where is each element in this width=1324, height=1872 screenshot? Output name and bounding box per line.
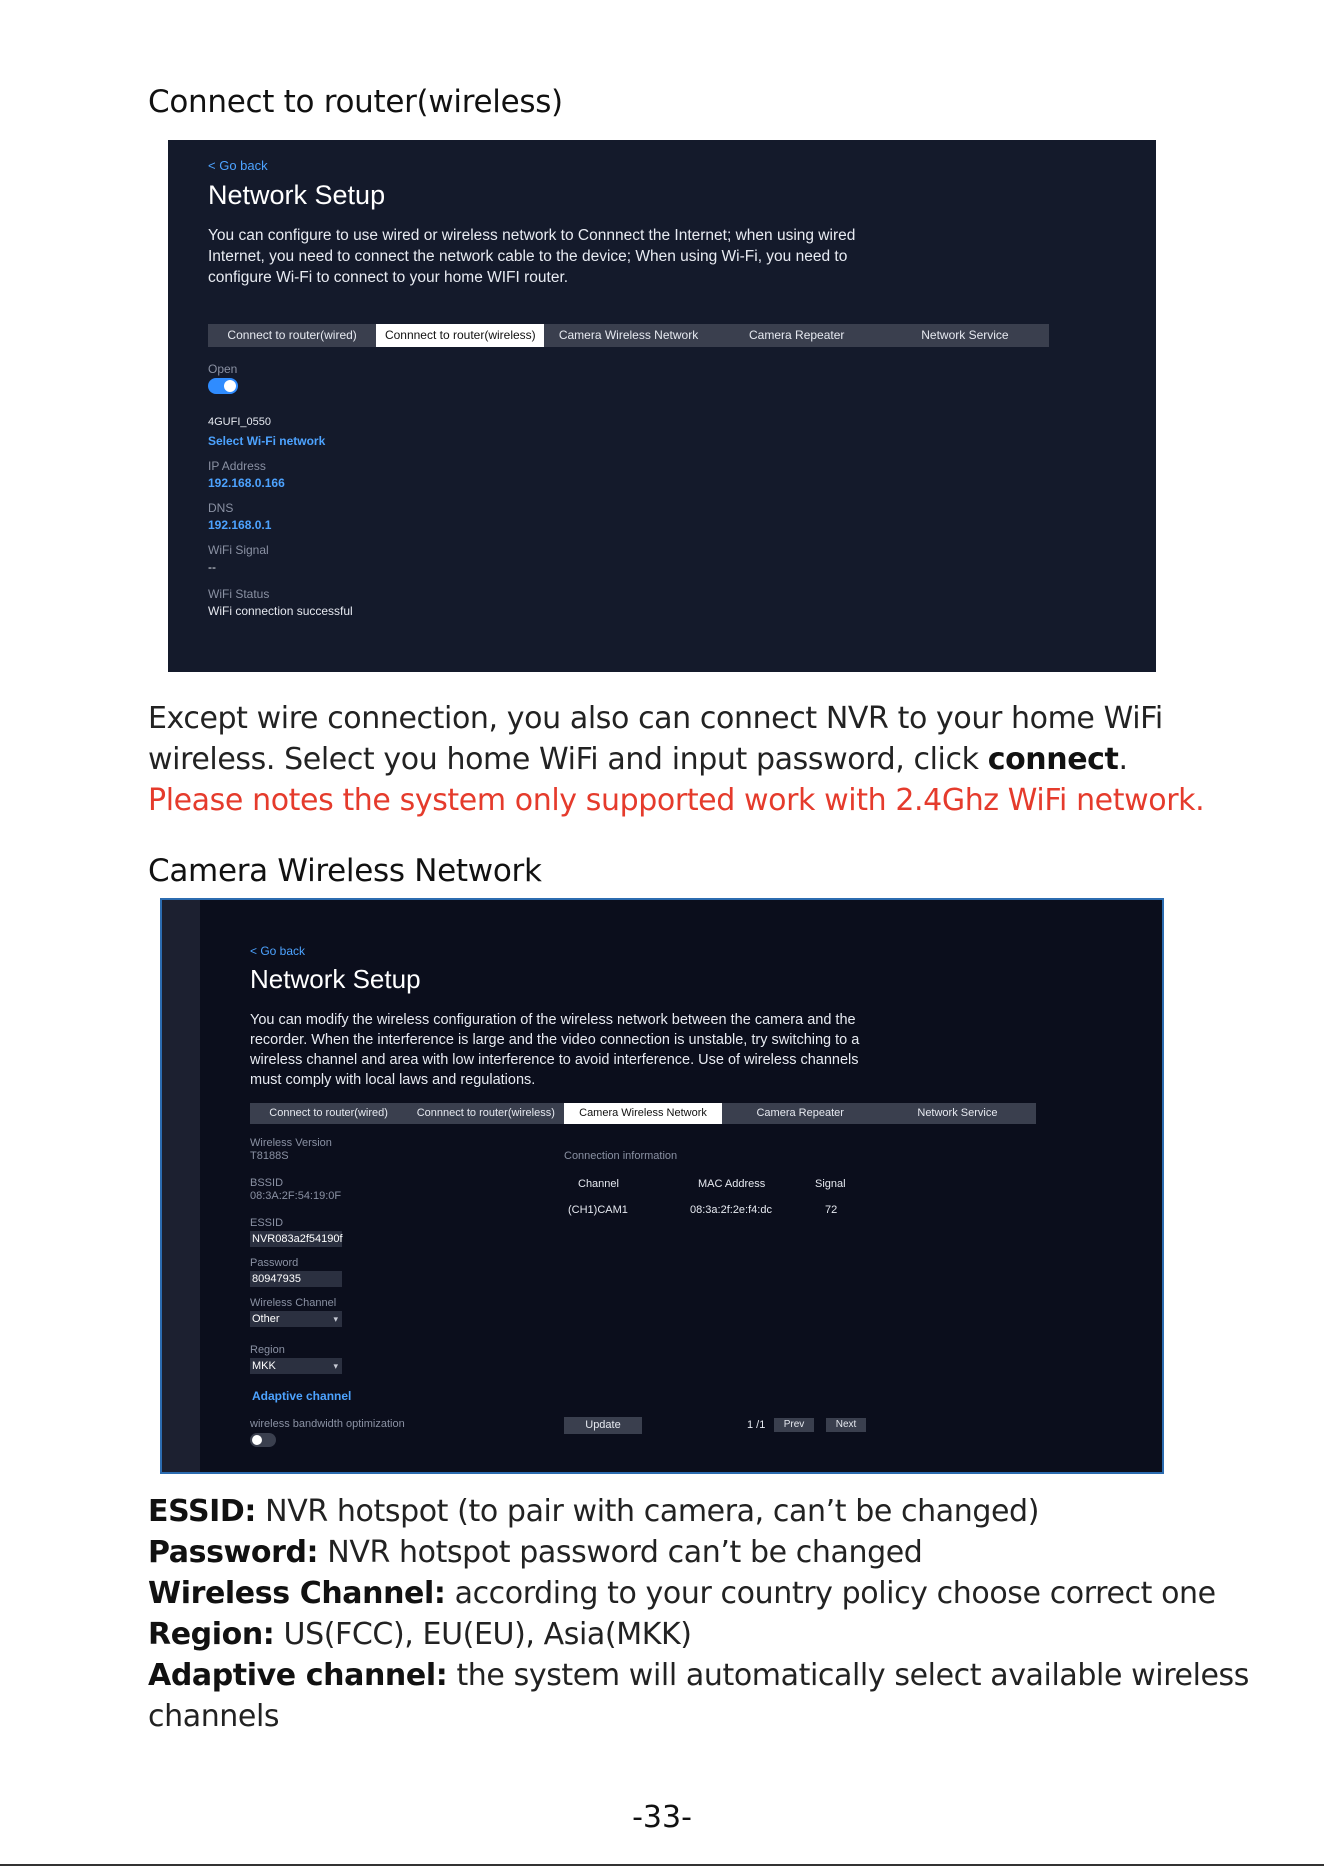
- def-region: [148, 1614, 1249, 1655]
- wifi-warning: Please notes the system only supported work with 2.4Ghz WiFi network.: [148, 783, 1205, 818]
- connection-info-label: Connection information: [564, 1150, 678, 1162]
- next-button[interactable]: Next: [826, 1418, 866, 1432]
- def-term: Wireless Channel:: [148, 1576, 446, 1611]
- def-desc: US(FCC), EU(EU), Asia(MKK): [274, 1617, 692, 1652]
- ip-label: IP Address: [208, 459, 266, 473]
- password-label: Password: [250, 1257, 299, 1269]
- row-1-mac: 08:3a:2f:2e:f4:dc: [690, 1204, 772, 1216]
- signal-label: WiFi Signal: [208, 543, 269, 557]
- camera-wireless-network-screenshot: [160, 898, 1164, 1474]
- def-adaptive-channel: [148, 1655, 1249, 1696]
- screen-title-2: Network Setup: [250, 964, 421, 994]
- def-term: Region:: [148, 1617, 275, 1652]
- bssid-value: 08:3A:2F:54:19:0F: [250, 1190, 342, 1202]
- tab-bar: [208, 324, 1049, 347]
- def-desc: NVR hotspot (to pair with camera, can’t be changed): [256, 1494, 1040, 1529]
- screen-description-2: You can modify the wireless configuration of the wireless network between the camera and the recorder. When the interference is large and the video connection is unstable, try switching to a wireless channel and area with low interference to avoid interference. Use of wireless channels must comply with local laws and regulations.: [250, 1012, 860, 1088]
- bandwidth-label: wireless bandwidth optimization: [250, 1418, 405, 1430]
- open-toggle[interactable]: [208, 378, 238, 394]
- dns-value: 192.168.0.1: [208, 518, 272, 532]
- col-signal: Signal: [815, 1178, 846, 1190]
- bssid-label: BSSID: [250, 1177, 284, 1189]
- go-back-link[interactable]: < Go back: [208, 158, 268, 173]
- status-value: WiFi connection successful: [208, 604, 353, 618]
- para-line-2-end: .: [1118, 742, 1128, 777]
- status-label: WiFi Status: [208, 587, 270, 601]
- section-heading-wireless: Connect to router(wireless): [148, 84, 563, 120]
- channel-label: Wireless Channel: [250, 1297, 337, 1309]
- tab-network-service[interactable]: Network Service: [921, 328, 1009, 342]
- para-line-2-text: wireless. Select you home WiFi and input password, click: [148, 742, 988, 777]
- tab-wired[interactable]: Connect to router(wired): [227, 328, 357, 342]
- network-setup-wireless-screenshot: [168, 140, 1156, 672]
- para-line-1: Except wire connection, you also can connect NVR to your home WiFi: [148, 701, 1163, 736]
- tab-camera-repeater-2[interactable]: Camera Repeater: [756, 1107, 844, 1119]
- wireless-explanation: [148, 698, 1204, 821]
- tab-wireless[interactable]: Connnect to router(wireless): [376, 324, 544, 347]
- go-back-link-2[interactable]: < Go back: [250, 944, 306, 958]
- tab-wired-2[interactable]: Connect to router(wired): [269, 1107, 388, 1119]
- signal-value: --: [208, 560, 216, 574]
- prev-button[interactable]: Prev: [774, 1418, 814, 1432]
- screen-description: You can configure to use wired or wireless network to Connnect the Internet; when using wired Internet, you need to connect the network cable to the device; When using Wi-Fi, you need to configure Wi-Fi to connect to your home WIFI router.: [208, 227, 856, 286]
- bandwidth-toggle[interactable]: [250, 1433, 276, 1447]
- select-wifi-link[interactable]: Select Wi-Fi network: [208, 434, 326, 448]
- screen-title: Network Setup: [208, 180, 386, 210]
- def-desc: the system will automatically select available wireless: [447, 1658, 1250, 1693]
- col-mac: MAC Address: [698, 1178, 766, 1190]
- password-field[interactable]: 80947935: [250, 1271, 342, 1287]
- region-label: Region: [250, 1344, 285, 1356]
- def-term: Adaptive channel:: [148, 1658, 448, 1693]
- page-bottom-rule: [0, 1864, 1324, 1866]
- def-continuation: channels: [148, 1699, 280, 1734]
- essid-field[interactable]: NVR083a2f54190f: [252, 1233, 343, 1245]
- tab-camera-wireless-2[interactable]: Camera Wireless Network: [564, 1103, 721, 1124]
- wireless-version-value: T8188S: [250, 1150, 289, 1162]
- page-number: -33-: [632, 1800, 692, 1835]
- ip-value: 192.168.0.166: [208, 476, 285, 490]
- def-desc: according to your country policy choose correct one: [445, 1576, 1216, 1611]
- tab-camera-repeater[interactable]: Camera Repeater: [749, 328, 845, 342]
- page-indicator: 1 /1: [747, 1419, 766, 1431]
- definitions-list: [148, 1491, 1249, 1737]
- def-desc: NVR hotspot password can’t be changed: [318, 1535, 923, 1570]
- adaptive-channel-link[interactable]: Adaptive channel: [252, 1389, 352, 1403]
- def-term: ESSID:: [148, 1494, 257, 1529]
- def-essid: [148, 1491, 1249, 1532]
- row-1-channel: (CH1)CAM1: [568, 1204, 628, 1216]
- def-term: Password:: [148, 1535, 319, 1570]
- tab-camera-wireless[interactable]: Camera Wireless Network: [558, 328, 699, 342]
- channel-select[interactable]: Other ▾: [250, 1311, 342, 1327]
- row-1-signal: 72: [825, 1204, 838, 1216]
- update-button[interactable]: Update: [564, 1417, 642, 1434]
- dns-label: DNS: [208, 501, 234, 515]
- wireless-version-label: Wireless Version: [250, 1137, 332, 1149]
- section-heading-camera-wireless: Camera Wireless Network: [148, 853, 542, 889]
- def-password: [148, 1532, 1249, 1573]
- tab-network-service-2[interactable]: Network Service: [917, 1107, 998, 1119]
- tab-wireless-2[interactable]: Connnect to router(wireless): [416, 1107, 555, 1119]
- connect-keyword: connect: [987, 742, 1119, 777]
- region-select[interactable]: MKK ▾: [250, 1358, 342, 1374]
- open-label: Open: [208, 362, 238, 376]
- side-strip: [162, 900, 200, 1472]
- tab-bar-2: [250, 1103, 1036, 1124]
- def-wireless-channel: [148, 1573, 1249, 1614]
- para-line-2: [148, 739, 1204, 780]
- col-channel: Channel: [578, 1178, 619, 1190]
- essid-label: ESSID: [250, 1217, 284, 1229]
- network-name: 4GUFI_0550: [208, 416, 271, 428]
